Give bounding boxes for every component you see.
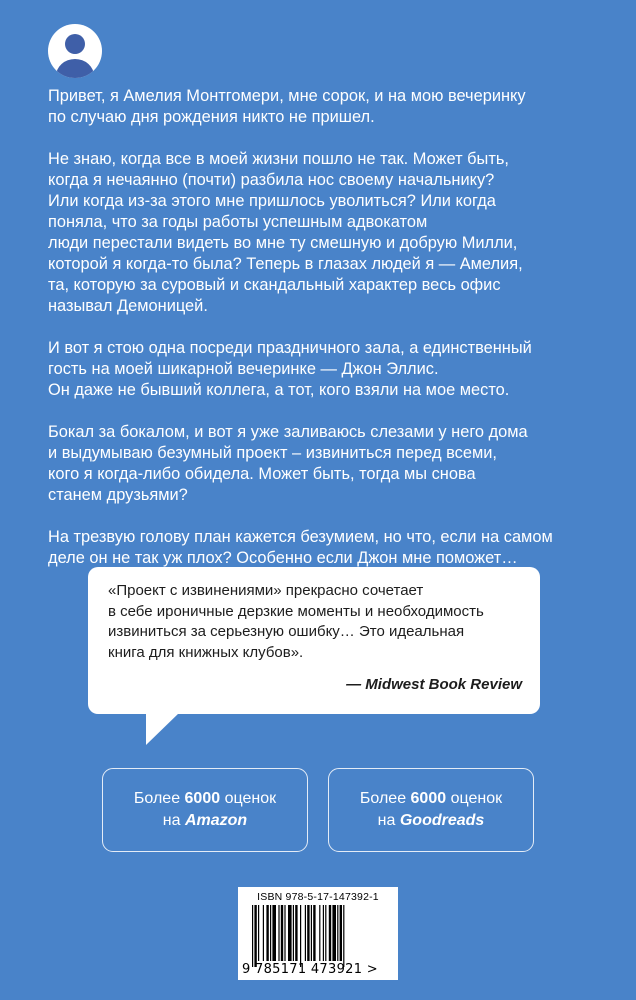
- rating-suffix: оценок: [446, 790, 503, 807]
- barcode-bars: [252, 905, 384, 967]
- rating-goodreads: [328, 768, 534, 852]
- barcode-bar: [270, 905, 271, 961]
- book-description: [48, 86, 598, 591]
- barcode-bar: [337, 905, 338, 961]
- description-paragraph-2: Не знаю, когда все в моей жизни пошло не так. Может быть, когда я нечаянно (почти) разбила нос своему начальнику? Или когда из-за этого мне пришлось уволиться? Или когда поняла, что за годы работы успешным адвокатом люди перестали видеть во мне ту смешную и добрую Милли, которой я когда-то была? Теперь в глазах людей я — Амелия, та, которую за суровый и скандальный характер весь офис называл Демоницей.: [48, 150, 523, 315]
- review-bubble: [88, 567, 540, 714]
- rating-platform: Goodreads: [399, 812, 485, 829]
- description-paragraph-3: И вот я стою одна посреди праздничного зала, а единственный гость на моей шикарной вечеринке — Джон Эллис. Он даже не бывший коллега, а тот, кого взяли на мое место.: [48, 339, 532, 399]
- review-source: — Midwest Book Review: [346, 676, 522, 693]
- barcode-bar: [311, 905, 312, 961]
- rating-on: на: [162, 812, 185, 829]
- speech-bubble-tail-icon: [146, 712, 180, 746]
- barcode-bar: [254, 905, 256, 967]
- barcode-bar: [313, 905, 315, 961]
- barcode-bar: [284, 905, 285, 961]
- rating-amazon-count-line: [134, 788, 276, 810]
- barcode-bar: [340, 905, 342, 961]
- rating-amazon: [102, 768, 308, 852]
- rating-platform: Amazon: [184, 812, 248, 829]
- barcode-bar: [288, 905, 292, 961]
- barcode: [238, 887, 398, 980]
- barcode-bar: [272, 905, 276, 961]
- rating-suffix: оценок: [220, 790, 277, 807]
- barcode-bar: [307, 905, 309, 961]
- barcode-bar: [305, 905, 306, 961]
- barcode-bar: [281, 905, 283, 961]
- rating-amazon-platform-line: [163, 810, 247, 832]
- barcode-bar: [263, 905, 264, 961]
- barcode-bar: [252, 905, 253, 967]
- rating-goodreads-count-line: [360, 788, 502, 810]
- barcode-bar: [343, 905, 344, 967]
- rating-count: 6000: [184, 790, 221, 807]
- user-avatar-icon: [48, 24, 102, 78]
- rating-prefix: Более: [133, 790, 185, 807]
- review-quote: «Проект с извинениями» прекрасно сочетает в себе ироничные дерзкие моменты и необходимость извиниться за серьезную ошибку… Это идеальная книга для книжных клубов».: [108, 582, 484, 661]
- barcode-bar: [323, 905, 324, 961]
- barcode-bar: [258, 905, 259, 961]
- barcode-bar: [319, 905, 320, 961]
- description-paragraph-5: На трезвую голову план кажется безумием, но что, если на самом деле он не так уж плох? Особенно если Джон мне поможет…: [48, 528, 553, 568]
- description-paragraph-1: Привет, я Амелия Монтгомери, мне сорок, и на мою вечеринку по случаю дня рождения никто не пришел.: [48, 87, 526, 126]
- isbn-label: ISBN 978-5-17-147392-1: [257, 891, 379, 903]
- barcode-bar: [266, 905, 268, 961]
- barcode-bar: [278, 905, 279, 961]
- barcode-bar: [293, 905, 294, 961]
- rating-on: на: [377, 812, 400, 829]
- description-paragraph-4: Бокал за бокалом, и вот я уже заливаюсь слезами у него дома и выдумываю безумный проект – извиниться перед всеми, кого я когда-либо обидела. Может быть, тогда мы снова станем друзьями?: [48, 423, 528, 504]
- barcode-bar: [325, 905, 326, 961]
- barcode-bar: [300, 905, 301, 967]
- rating-goodreads-platform-line: [378, 810, 485, 832]
- barcode-digits: 9 785171 473921 >: [242, 962, 378, 977]
- rating-count: 6000: [410, 790, 447, 807]
- barcode-bar: [332, 905, 336, 961]
- rating-prefix: Более: [359, 790, 411, 807]
- barcode-bar: [295, 905, 297, 961]
- avatar: [48, 24, 102, 78]
- barcode-bar: [329, 905, 331, 961]
